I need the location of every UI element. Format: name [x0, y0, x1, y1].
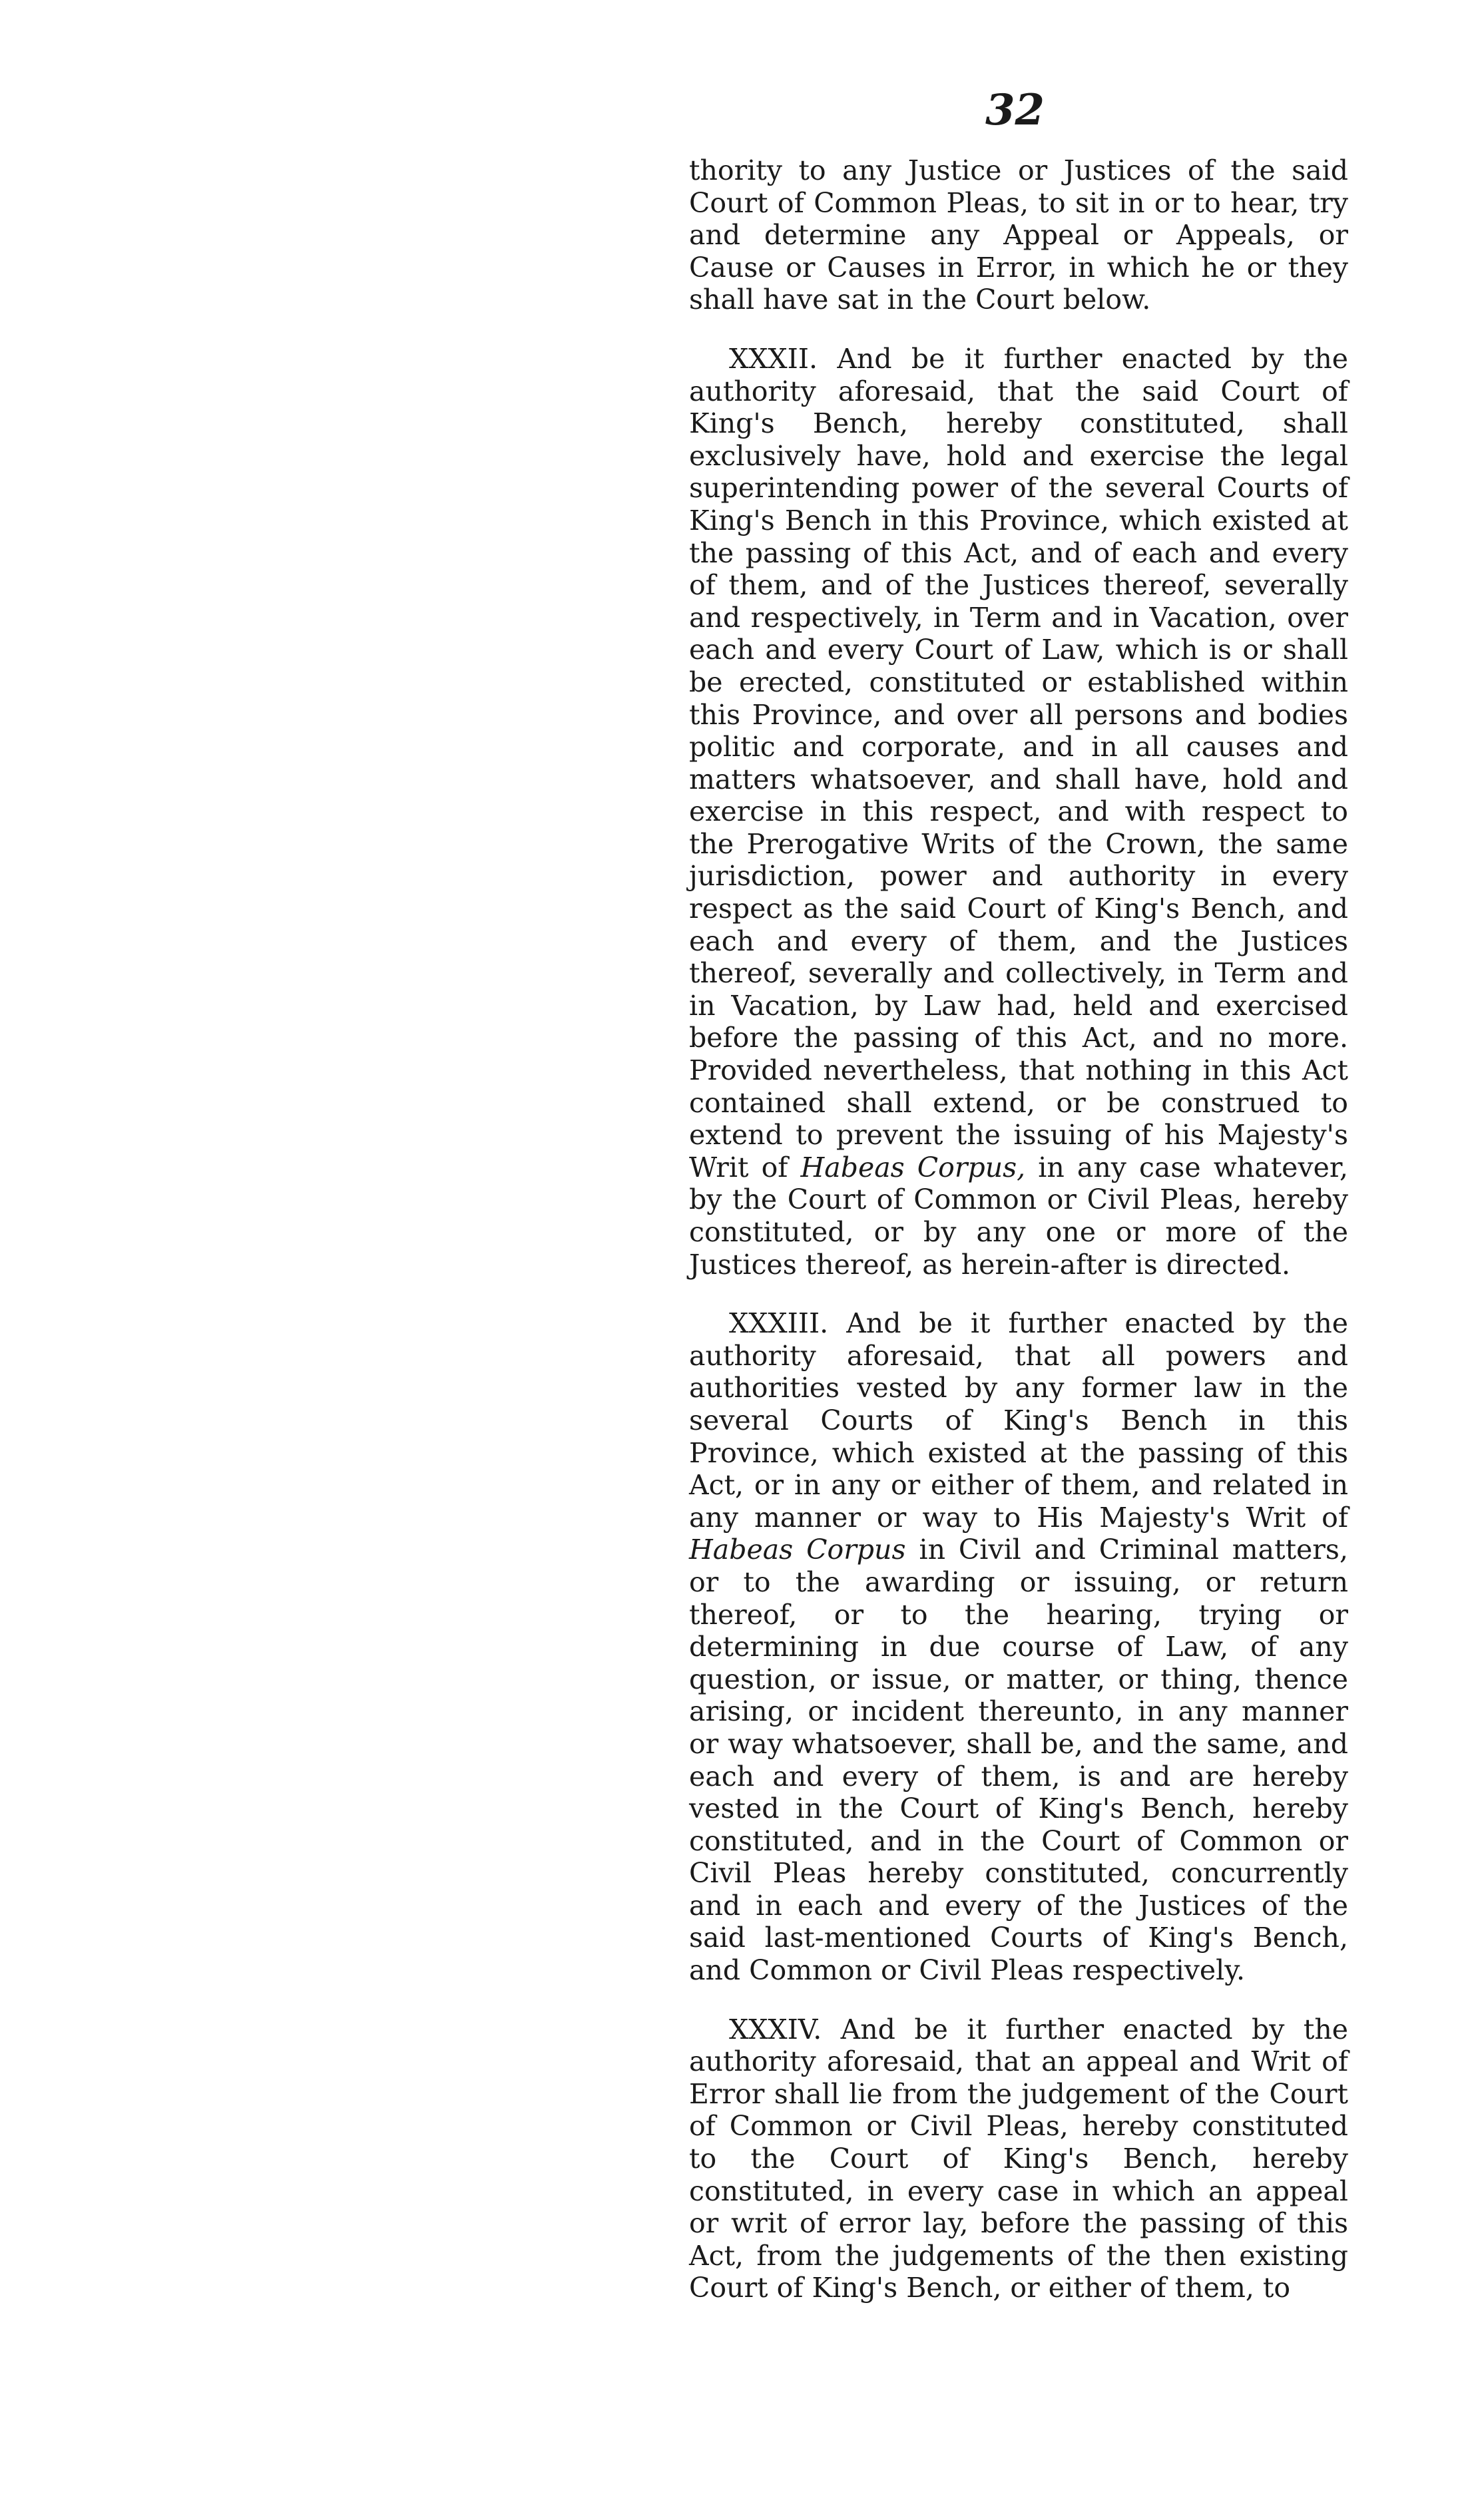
section-italic-term: Habeas Corpus, [800, 1151, 1026, 1183]
section-text: in Civil and Criminal matters, or to the awarding or issuing, or return thereof, or to the hearing, trying or determining in due course of Law, of any question, or issue, or matter, or thing, thence arising, or incident thereunto, in any manner or way whatsoever, shall be, and the same, and each and every of them, is and are hereby vested in the Court of King's Bench, hereby constituted, and in the Court of Common or Civil Pleas hereby constituted, concurrently and in each and every of the Justices of the said last-mentioned Courts of King's Bench, and Common or Civil Pleas respectively. [689, 1534, 1348, 1987]
section-xxxii [689, 343, 1348, 1281]
text-column [689, 154, 1348, 2304]
section-xxxiv [689, 2013, 1348, 2304]
section-number: XXXIV. [729, 2013, 822, 2045]
page-number: 32 [985, 85, 1045, 135]
section-text: And be it further enacted by the authority aforesaid, that all powers and authorities vested by any former law in the several Courts of King's Bench in this Province, which existed at the passing of this Act, or in any or either of them, and related in any manner or way to His Majesty's Writ of [689, 1307, 1348, 1534]
section-italic-term: Habeas Corpus [689, 1534, 906, 1566]
continuation-paragraph: thority to any Justice or Justices of the said Court of Common Pleas, to sit in or to hear, try and determine any Appeal or Appeals, or Cause or Causes in Error, in which he or they shall have sat in the Court below. [689, 154, 1348, 316]
section-number: XXXIII. [729, 1307, 829, 1340]
section-xxxiii [689, 1307, 1348, 1986]
section-text: And be it further enacted by the authority aforesaid, that the said Court of King's Bench, hereby constituted, shall exclusively have, hold and exercise the legal superintending power of the several Courts of King's Bench in this Province, which existed at the passing of this Act, and of each and every of them, and of the Justices thereof, severally and respectively, in Term and in Vacation, over each and every Court of Law, which is or shall be erected, constituted or established within this Province, and over all persons and bodies politic and corporate, and in all causes and matters whatsoever, and shall have, hold and exercise in this respect, and with respect to the Prerogative Writs of the Crown, the same jurisdiction, power and authority in every respect as the said Court of King's Bench, and each and every of them, and the Justices thereof, severally and collectively, in Term and in Vacation, by Law had, held and exercised before the passing of this Act, and no more. Provided nevertheless, that nothing in this Act contained shall extend, or be construed to extend to prevent the issuing of his Majesty's Writ of [689, 342, 1348, 1183]
section-text: in any case whatever, by the Court of Common or Civil Pleas, hereby constituted, or by any one or more of the Justices thereof, as herein-after is directed. [689, 1151, 1348, 1281]
section-text: And be it further enacted by the authority aforesaid, that an appeal and Writ of Error shall lie from the judgement of the Court of Common or Civil Pleas, hereby constituted to the Court of King's Bench, hereby constituted, in every case in which an appeal or writ of error lay, before the passing of this Act, from the judgements of the then existing Court of King's Bench, or either of them, to [689, 2013, 1348, 2304]
section-number: XXXII. [729, 342, 818, 375]
